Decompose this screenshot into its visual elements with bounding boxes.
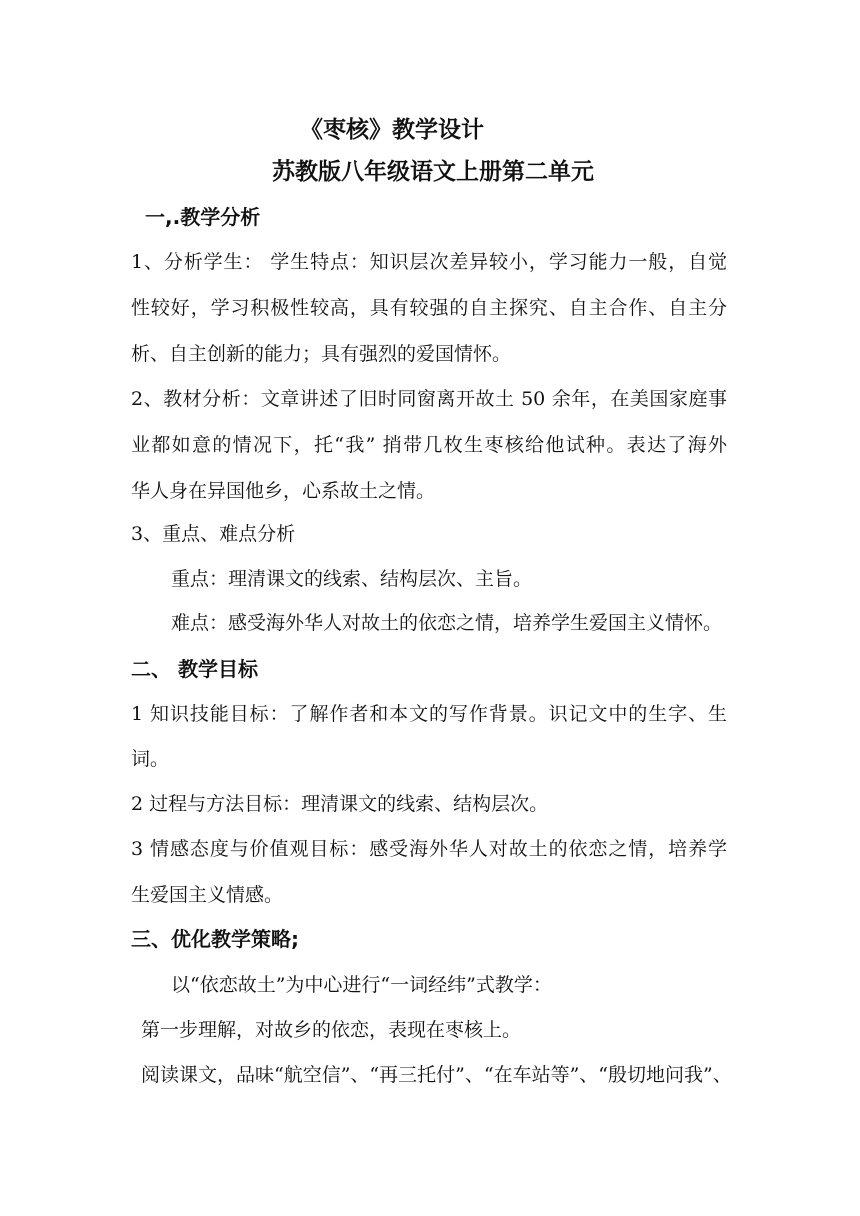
paragraph-line: 华人身在异国他乡，心系故土之情。 xyxy=(131,480,436,502)
document-subtitle: 苏教版八年级语文上册第二单元 xyxy=(272,159,594,185)
paragraph-line: 业都如意的情况下，托“我” 捎带几枚生枣核给他试种。表达了海外 xyxy=(131,434,727,456)
section-heading-strategy: 三、优化教学策略; xyxy=(131,927,299,951)
paragraph-line: 生爱国主义情感。 xyxy=(131,884,284,906)
paragraph-line: 性较好，学习积极性较高，具有较强的自主探究、自主合作、自主分 xyxy=(131,297,727,319)
paragraph-line: 1、分析学生： 学生特点：知识层次差异较小，学习能力一般，自觉 xyxy=(131,251,727,273)
paragraph-line: 1 知识技能目标：了解作者和本文的写作背景。识记文中的生字、生 xyxy=(131,703,727,725)
paragraph-line: 析、自主创新的能力；具有强烈的爱国情怀。 xyxy=(131,343,512,365)
section-heading-analysis: 一,.教学分析 xyxy=(145,205,261,229)
strategy-intro-line: 以“依恋故土”为中心进行“一词经纬”式教学： xyxy=(171,974,552,996)
section-heading-objectives: 二、 教学目标 xyxy=(131,657,258,681)
paragraph-line: 2 过程与方法目标：理清课文的线索、结构层次。 xyxy=(131,793,549,815)
strategy-step-line: 第一步理解，对故乡的依恋，表现在枣核上。 xyxy=(141,1019,522,1041)
subsection-heading: 3、重点、难点分析 xyxy=(131,523,296,545)
paragraph-line: 2、教材分析：文章讲述了旧时同窗离开故土 50 余年，在美国家庭事 xyxy=(131,388,727,410)
paragraph-line: 3 情感态度与价值观目标：感受海外华人对故土的依恋之情，培养学 xyxy=(131,838,727,860)
key-point-line: 重点：理清课文的线索、结构层次、主旨。 xyxy=(171,568,533,590)
document-title: 《枣核》教学设计 xyxy=(300,117,484,143)
paragraph-line: 词。 xyxy=(131,748,170,770)
difficulty-line: 难点：感受海外华人对故土的依恋之情，培养学生爱国主义情怀。 xyxy=(171,612,723,634)
strategy-reading-line: 阅读课文，品味“航空信”、“再三托付”、“在车站等”、“殷切地问我”、 xyxy=(141,1064,732,1086)
